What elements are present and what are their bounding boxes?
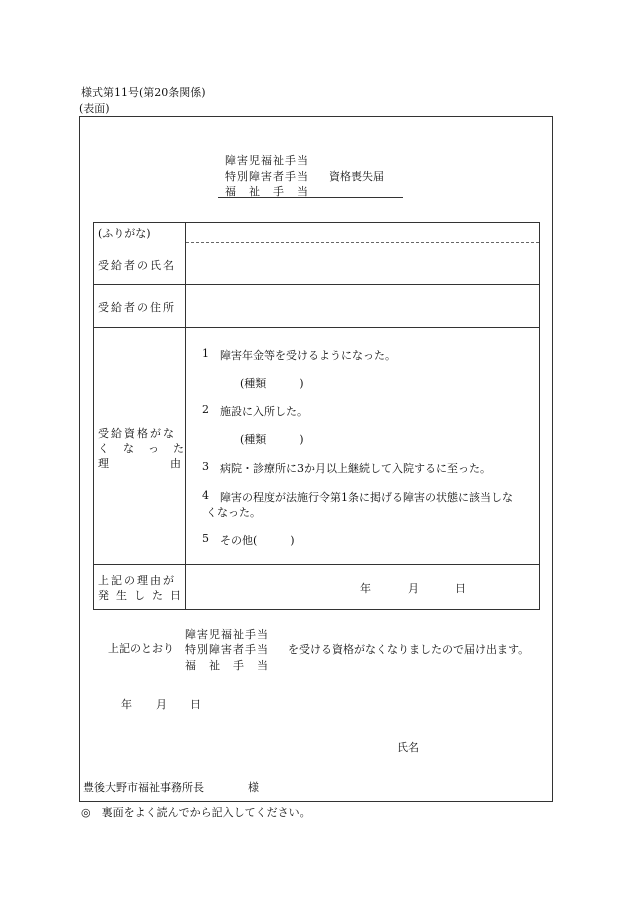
title-line-2: 特別障害者手当 xyxy=(225,170,309,183)
footnote: ◎ 裏面をよく読んでから記入してください。 xyxy=(81,806,311,819)
table-column-divider xyxy=(185,222,186,610)
title-underline xyxy=(218,197,403,198)
furigana-divider xyxy=(186,242,539,243)
form-number: 様式第11号(第20条関係) xyxy=(81,86,206,99)
reason-5-number: 5 xyxy=(202,532,209,545)
title-document-name: 資格喪失届 xyxy=(329,170,384,183)
reason-1-text: 障害年金等を受けるようになった。 xyxy=(220,349,396,362)
reason-label-line-1: 受給資格がな xyxy=(98,427,176,440)
date-day: 日 xyxy=(455,582,466,595)
signature-name-label: 氏名 xyxy=(397,741,419,754)
reason-5-text: その他( ) xyxy=(220,534,295,547)
reason-2-text: 施設に入所した。 xyxy=(220,405,308,418)
name-label: 受給者の氏名 xyxy=(98,259,176,272)
address-label: 受給者の住所 xyxy=(98,301,176,314)
reason-1-kind: (種類 ) xyxy=(240,377,304,390)
statement-prefix: 上記のとおり xyxy=(108,642,174,655)
submission-year: 年 xyxy=(121,698,132,711)
reason-3-text: 病院・診療所に3か月以上継続して入院するに至った。 xyxy=(220,462,491,475)
date-month: 月 xyxy=(408,582,419,595)
statement-allowance-1: 障害児福祉手当 xyxy=(185,628,269,641)
reason-3-number: 3 xyxy=(202,460,209,473)
row-divider-name xyxy=(93,284,540,285)
statement-allowance-3: 福 祉 手 当 xyxy=(185,659,269,672)
date-label-line-1: 上記の理由が xyxy=(98,574,176,587)
furigana-label: (ふりがな) xyxy=(98,227,151,240)
submission-month: 月 xyxy=(156,698,167,711)
date-year: 年 xyxy=(360,582,371,595)
reason-label-line-3a: 理 xyxy=(98,457,109,470)
row-divider-reason xyxy=(93,564,540,565)
submission-day: 日 xyxy=(190,698,201,711)
form-side-label: (表面) xyxy=(79,102,110,115)
reason-1-number: 1 xyxy=(202,347,209,360)
statement-allowance-2: 特別障害者手当 xyxy=(185,643,269,656)
reason-4-number: 4 xyxy=(202,489,209,502)
date-label-line-2: 発生した日 xyxy=(98,589,188,602)
addressee-office: 豊後大野市福祉事務所長 xyxy=(83,781,204,794)
statement-suffix: を受ける資格がなくなりましたので届け出ます。 xyxy=(288,643,530,656)
title-line-1: 障害児福祉手当 xyxy=(225,154,309,167)
reason-4-continuation: くなった。 xyxy=(206,506,261,519)
reason-2-number: 2 xyxy=(202,403,209,416)
reason-label-line-2: くなった xyxy=(98,442,198,455)
addressee-honorific: 様 xyxy=(248,781,259,794)
reason-4-text: 障害の程度が法施行令第1条に掲げる障害の状態に該当しな xyxy=(220,491,513,504)
title-line-3: 福 祉 手 当 xyxy=(225,185,309,198)
reason-label-line-3b: 由 xyxy=(170,457,181,470)
row-divider-address xyxy=(93,327,540,328)
reason-2-kind: (種類 ) xyxy=(240,433,304,446)
info-table xyxy=(93,222,540,610)
